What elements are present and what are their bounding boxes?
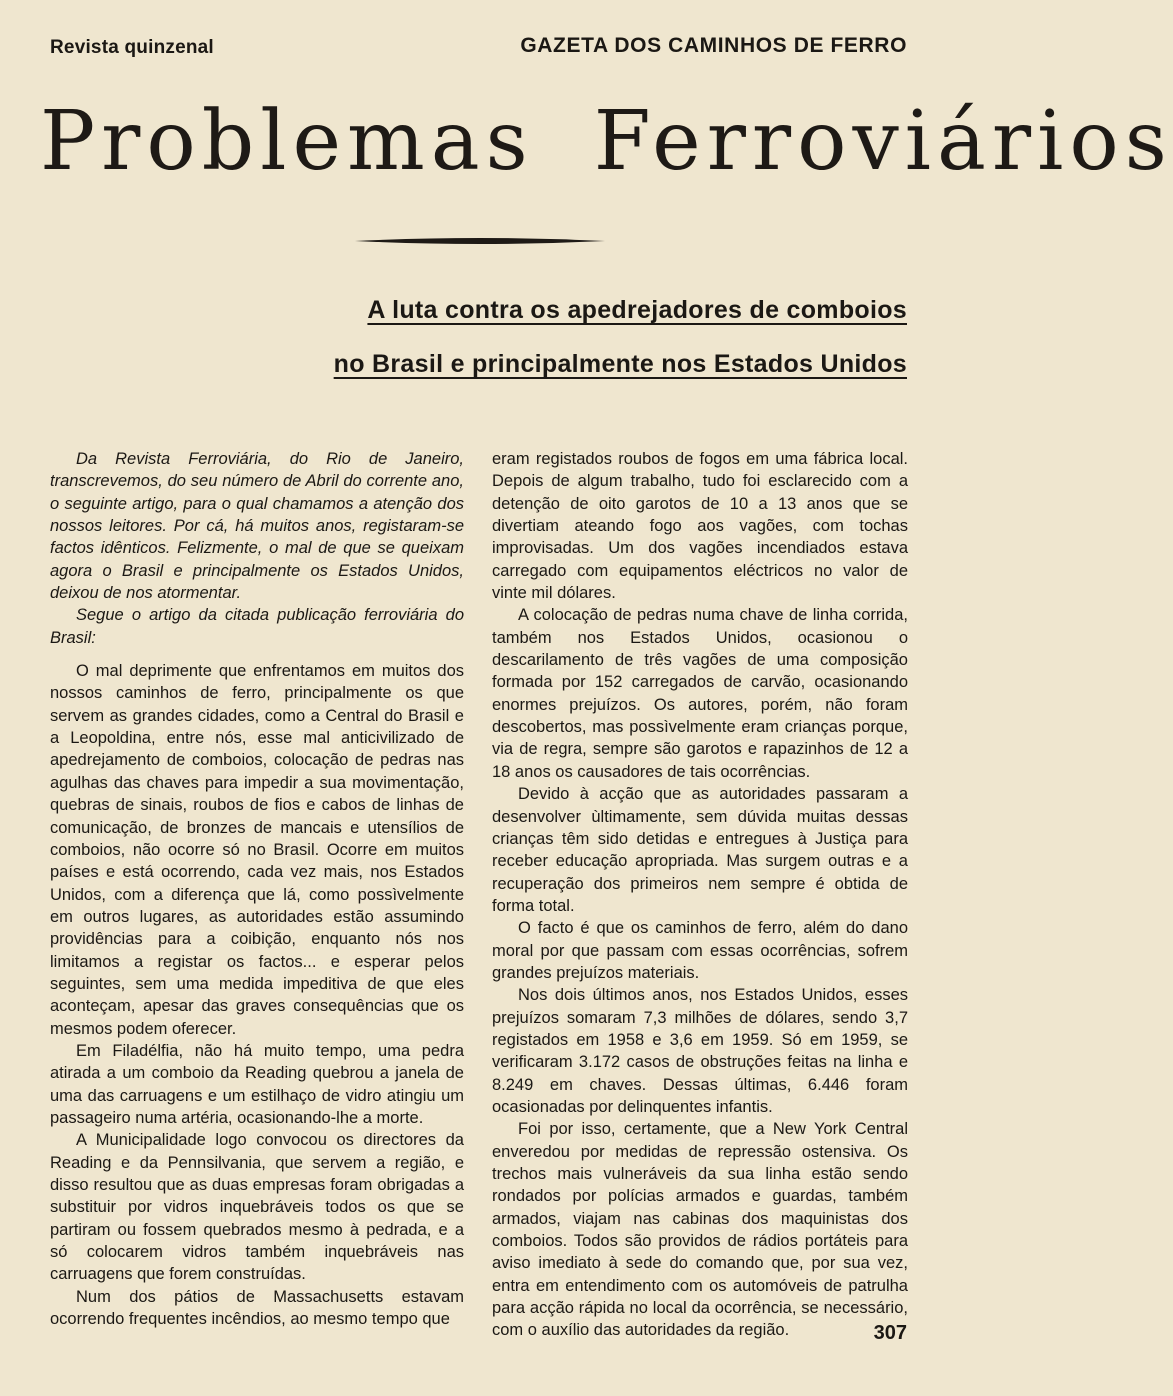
editorial-intro: [50, 448, 464, 649]
running-header-right: GAZETA DOS CAMINHOS DE FERRO: [520, 34, 907, 57]
decorative-rule: [355, 234, 605, 248]
running-header-left: Revista quinzenal: [50, 37, 214, 58]
body-paragraph: A Municipalidade logo convocou os directores da Reading e da Pennsilvania, que servem a região, e disso resultou que as duas empresas foram obrigadas a substituir por vidros inquebráveis todos os que se partiram ou fossem quebrados mesmo à pedrada, e a só colocarem vidros também inquebráveis nas carruagens que forem construídas.: [50, 1131, 464, 1284]
right-column: [492, 448, 908, 1342]
body-paragraph: Nos dois últimos anos, nos Estados Unidos, esses prejuízos somaram 7,3 milhões de dólares, sendo 3,7 registados em 1958 e 3,6 em 1959. Só em 1959, se verificaram 3.172 casos de obstruções feitas na linha e 8.249 em chaves. Dessas últimas, 6.446 foram ocasionadas por delinquentes infantis.: [492, 986, 908, 1116]
article-section-title: Problemas Ferroviários: [40, 94, 1173, 189]
intro-paragraph: Segue o artigo da citada publicação ferroviária do Brasil:: [50, 606, 464, 647]
body-paragraph: O mal deprimente que enfrentamos em muitos dos nossos caminhos de ferro, principalmente os que servem as grandes cidades, como a Central do Brasil e a Leopoldina, entre nós, esse mal anticivilizado de apedrejamento de comboios, colocação de pedras nas agulhas das chaves para impedir a sua movimentação, quebras de sinais, roubos de fios e cabos de linhas de comunicação, de bronzes de mancais e utensílios de comboios, não ocorre só no Brasil. Ocorre em muitos países e está ocorrendo, cada vez mais, nos Estados Unidos, com a diferença que lá, como possìvelmente em outros lugares, as autoridades estão assumindo providências para a coibição, enquanto nós nos limitamos a registar os factos... e esperar pelos seguintes, sem uma medida impeditiva de que eles aconteçam, apesar das graves consequências que os mesmos podem oferecer.: [50, 662, 464, 1038]
body-paragraph: Num dos pátios de Massachusetts estavam ocorrendo frequentes incêndios, ao mesmo tempo que: [50, 1287, 464, 1329]
intro-paragraph: Da Revista Ferroviária, do Rio de Janeiro, transcrevemos, do seu número de Abril do corrente ano, o seguinte artigo, para o qual chamamos a atenção dos nossos leitores. Por cá, há muitos anos, registaram-se factos idênticos. Felizmente, o mal de que se queixam agora o Brasil e principalmente os Estados Unidos, deixou de nos atormentar.: [50, 450, 464, 603]
body-paragraph: A colocação de pedras numa chave de linha corrida, também nos Estados Unidos, ocasionou o descarilamento de três vagões de uma composição formada por 152 carregados de carvão, ocasionando enormes prejuízos. Os autores, porém, não foram descobertos, mas possìvelmente eram crianças porque, via de regra, sempre são garotos e rapazinhos de 12 a 18 anos os causadores de tais ocorrências.: [492, 606, 908, 781]
article-subtitle-line-1: A luta contra os apedrejadores de comboios: [367, 296, 907, 324]
body-paragraph: Devido à acção que as autoridades passaram a desenvolver ùltimamente, sem dúvida muitas dessas crianças têm sido detidas e entregues à Justiça para receber educação apropriada. Mas surgem outras e a recuperação dos primeiros nem sempre é obtida de forma total.: [492, 785, 908, 915]
body-paragraph: Foi por isso, certamente, que a New York Central enveredou por medidas de repressão ostensiva. Os trechos mais vulneráveis da sua linha estão sendo rondados por polícias armados e guardas, também armados, viajam nas cabinas dos maquinistas dos comboios. Todos são providos de rádios portáteis para aviso imediato à sede do comando que, por sua vez, entra em entendimento com os automóveis de patrulha para acção rápida no local da ocorrência, se necessário, com o auxílio das autoridades da região.: [492, 1120, 908, 1340]
body-paragraph: eram registados roubos de fogos em uma fábrica local. Depois de algum trabalho, tudo foi esclarecido com a detenção de oito garotos de 10 a 13 anos que se divertiam ateando fogo aos vagões, com tochas improvisadas. Um dos vagões incendiados estava carregado com equipamentos eléctricos no valor de vinte mil dólares.: [492, 450, 908, 603]
body-paragraph: O facto é que os caminhos de ferro, além do dano moral por que passam com essas ocorrências, sofrem grandes prejuízos materiais.: [492, 919, 908, 982]
left-column: [50, 448, 464, 1330]
page-number: 307: [873, 1322, 907, 1344]
column-spacer: [50, 649, 464, 660]
body-paragraph: Em Filadélfia, não há muito tempo, uma pedra atirada a um comboio da Reading quebrou a janela de uma das carruagens e um estilhaço de vidro atingiu um passageiro numa artéria, ocasionando-lhe a morte.: [50, 1041, 464, 1127]
article-subtitle-line-2: no Brasil e principalmente nos Estados Unidos: [333, 350, 907, 378]
